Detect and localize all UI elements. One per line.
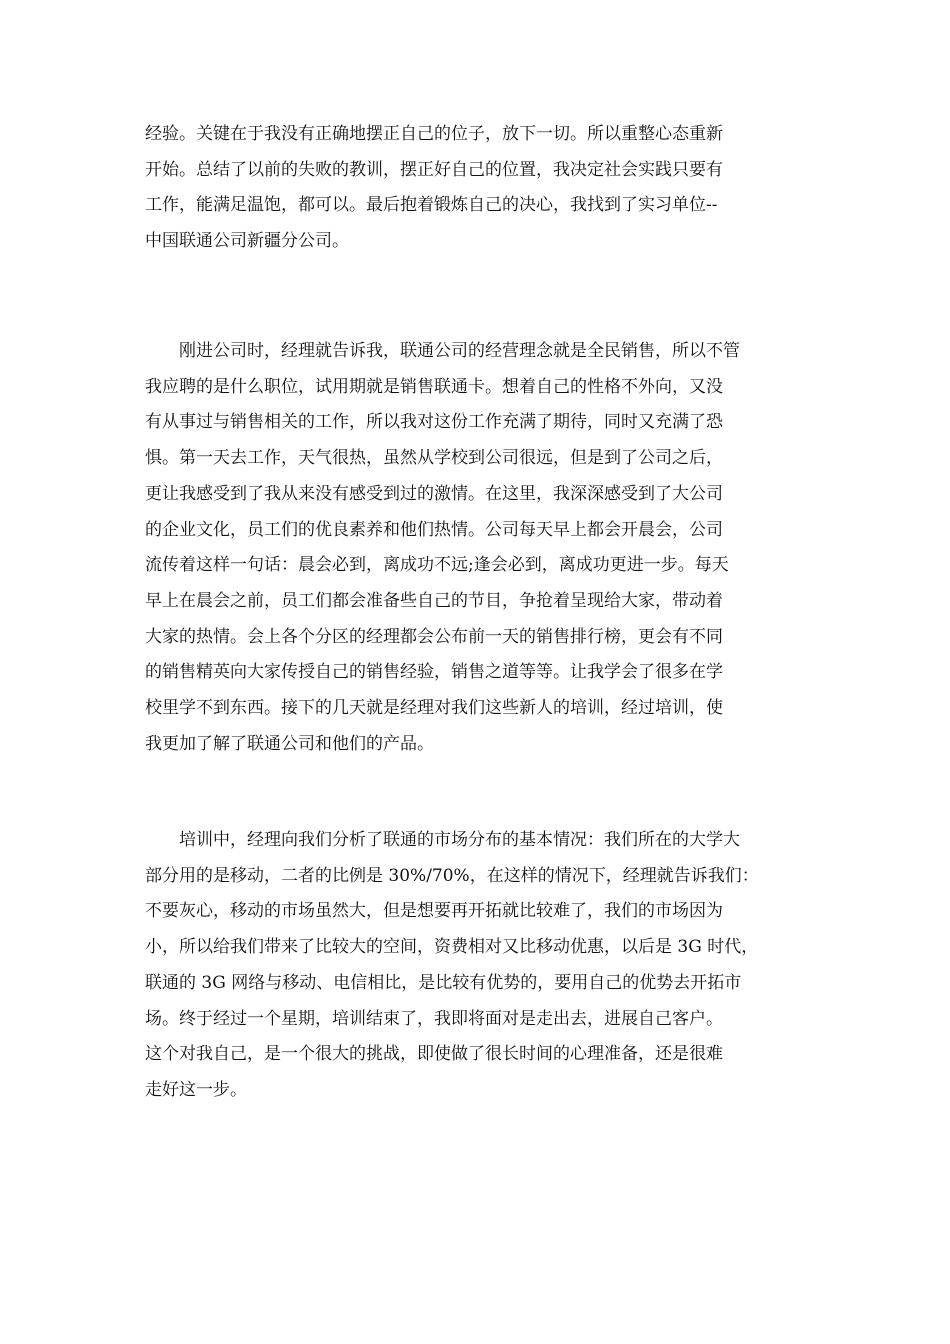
paragraph-line: 的企业文化，员工们的优良素养和他们热情。公司每天早上都会开晨会，公司 [145,519,723,540]
paragraph-line: 这个对我自己，是一个很大的挑战，即使做了很长时间的心理准备，还是很难 [145,1044,723,1065]
paragraph-2 [145,334,825,762]
paragraph-line: 中国联通公司新疆分公司。 [145,231,349,252]
paragraph-line: 的销售精英向大家传授自己的销售经验，销售之道等等。让我学会了很多在学 [145,662,723,683]
paragraph-line: 校里学不到东西。接下的几天就是经理对我们这些新人的培训，经过培训，使 [145,698,723,719]
paragraph-line: 部分用的是移动，二者的比例是 30%/70%，在这样的情况下，经理就告诉我们： [145,865,759,886]
paragraph-line: 刚进公司时，经理就告诉我，联通公司的经营理念就是全民销售，所以不管 [145,341,740,361]
paragraph-line: 培训中，经理向我们分析了联通的市场分布的基本情况：我们所在的大学大 [145,830,740,850]
paragraph-3 [145,823,825,1109]
paragraph-line: 惧。第一天去工作，天气很热，虽然从学校到公司很远，但是到了公司之后， [145,448,723,469]
paragraph-line: 场。终于经过一个星期，培训结束了，我即将面对是走出去，进展自己客户。 [145,1008,723,1029]
paragraph-line: 流传着这样一句话：晨会必到，离成功不远;逢会必到，离成功更进一步。每天 [145,555,729,576]
paragraph-line: 早上在晨会之前，员工们都会准备些自己的节目，争抢着呈现给大家，带动着 [145,590,723,611]
paragraph-line: 我更加了解了联通公司和他们的产品。 [145,733,434,754]
paragraph-1 [145,117,825,260]
paragraph-line: 联通的 3G 网络与移动、电信相比，是比较有优势的，要用自己的优势去开拓市 [145,972,742,993]
paragraph-line: 我应聘的是什么职位，试用期就是销售联通卡。想着自己的性格不外向，又没 [145,376,723,397]
paragraph-line: 更让我感受到了我从来没有感受到过的激情。在这里，我深深感受到了大公司 [145,483,723,504]
paragraph-line: 走好这一步。 [145,1079,247,1100]
paragraph-line: 不要灰心，移动的市场虽然大，但是想要再开拓就比较难了，我们的市场因为 [145,901,723,922]
paragraph-line: 开始。总结了以前的失败的教训，摆正好自己的位置，我决定社会实践只要有 [145,159,723,180]
paragraph-line: 工作，能满足温饱，都可以。最后抱着锻炼自己的决心，我找到了实习单位-- [145,195,718,216]
paragraph-line: 大家的热情。会上各个分区的经理都会公布前一天的销售排行榜，更会有不同 [145,626,723,647]
paragraph-line: 小，所以给我们带来了比较大的空间，资费相对又比移动优惠，以后是 3G 时代， [145,937,759,958]
paragraph-line: 经验。关键在于我没有正确地摆正自己的位子，放下一切。所以重整心态重新 [145,124,723,144]
paragraph-line: 有从事过与销售相关的工作，所以我对这份工作充满了期待，同时又充满了恐 [145,412,723,433]
